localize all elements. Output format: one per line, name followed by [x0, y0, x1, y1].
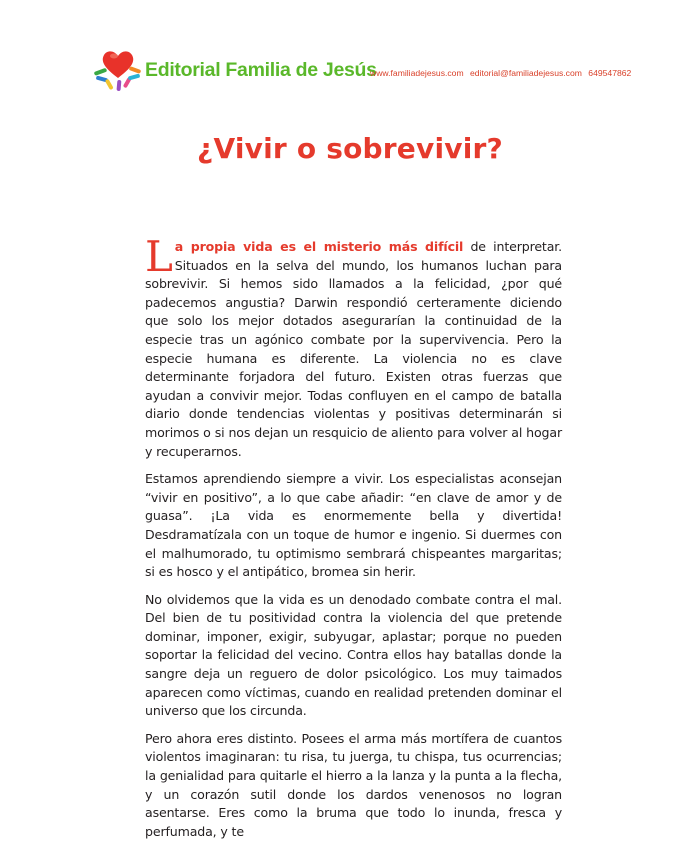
website-link[interactable]: www.familiadejesus.com	[370, 68, 464, 78]
paragraph-4: Pero ahora eres distinto. Posees el arma más mortífera de cuantos violentos imaginaran: tu risa, tu juerga, tu chispa, tus ocurrencias; la genialidad para quitarle el hierro a la lanza y la punta a la flecha, y un corazón sutil donde los dardos venenosos no logran asentarse. Eres como la bruma que todo lo inunda, fresca y perfumada, y te	[145, 730, 562, 839]
heart-hands-logo-icon	[92, 44, 144, 96]
lead-phrase: a propia vida es el misterio más difícil	[174, 239, 464, 254]
paragraph-3: No olvidemos que la vida es un denodado combate contra el mal. Del bien de tu positividad contra la violencia del que pretende dominar, imponer, exigir, subyugar, aplastar; porque no pueden soportar la felicidad del vecino. Contra ellos hay batallas donde la sangre deja un reguero de dolor psicológico. Los muy taimados aparecen como víctimas, cuando en realidad pretenden dominar el universo que los circunda.	[145, 591, 562, 719]
page-header	[92, 44, 692, 104]
email-link[interactable]: editorial@familiadejesus.com	[470, 68, 582, 78]
article-body	[145, 232, 562, 850]
brand-name: Editorial Familia de Jesús	[145, 59, 377, 81]
paragraph-1-text: de interpretar. Situados en la selva del mundo, los humanos luchan para sobrevivir. Si hemos sido llamados a la felicidad, ¿por qué padecemos angustia? Darwin respondió certeramente diciendo que solo los mejor dotados asegurarían la continuidad de la especie tras un agónico combate por la supervivencia. Pero la especie humana es diferente. La violencia no es clave determinante forjadora del futuro. Existen otras fuerzas que ayudan a convivir mejor. Todas confluyen en el campo de batalla diario donde tendencias violentas y positivas determinarán si morimos o si nos dejan un resquicio de aliento para volver al hogar y recuperarnos.	[145, 239, 562, 459]
contact-info	[370, 68, 635, 78]
drop-cap: L	[145, 232, 173, 281]
page-title: ¿Vivir o sobrevivir?	[197, 132, 503, 165]
paragraph-2: Estamos aprendiendo siempre a vivir. Los especialistas aconsejan “vivir en positivo”, a lo que cabe añadir: “en clave de amor y de guasa”. ¡La vida es enormemente bella y divertida! Desdramatízala con un toque de humor e ingenio. Si duermes con el malhumorado, tu optimismo sembrará chispeantes margaritas; si es hosco y el antipático, bromea sin herir.	[145, 471, 562, 580]
phone-number: 649547862	[588, 68, 632, 78]
paragraph-1	[145, 232, 562, 461]
